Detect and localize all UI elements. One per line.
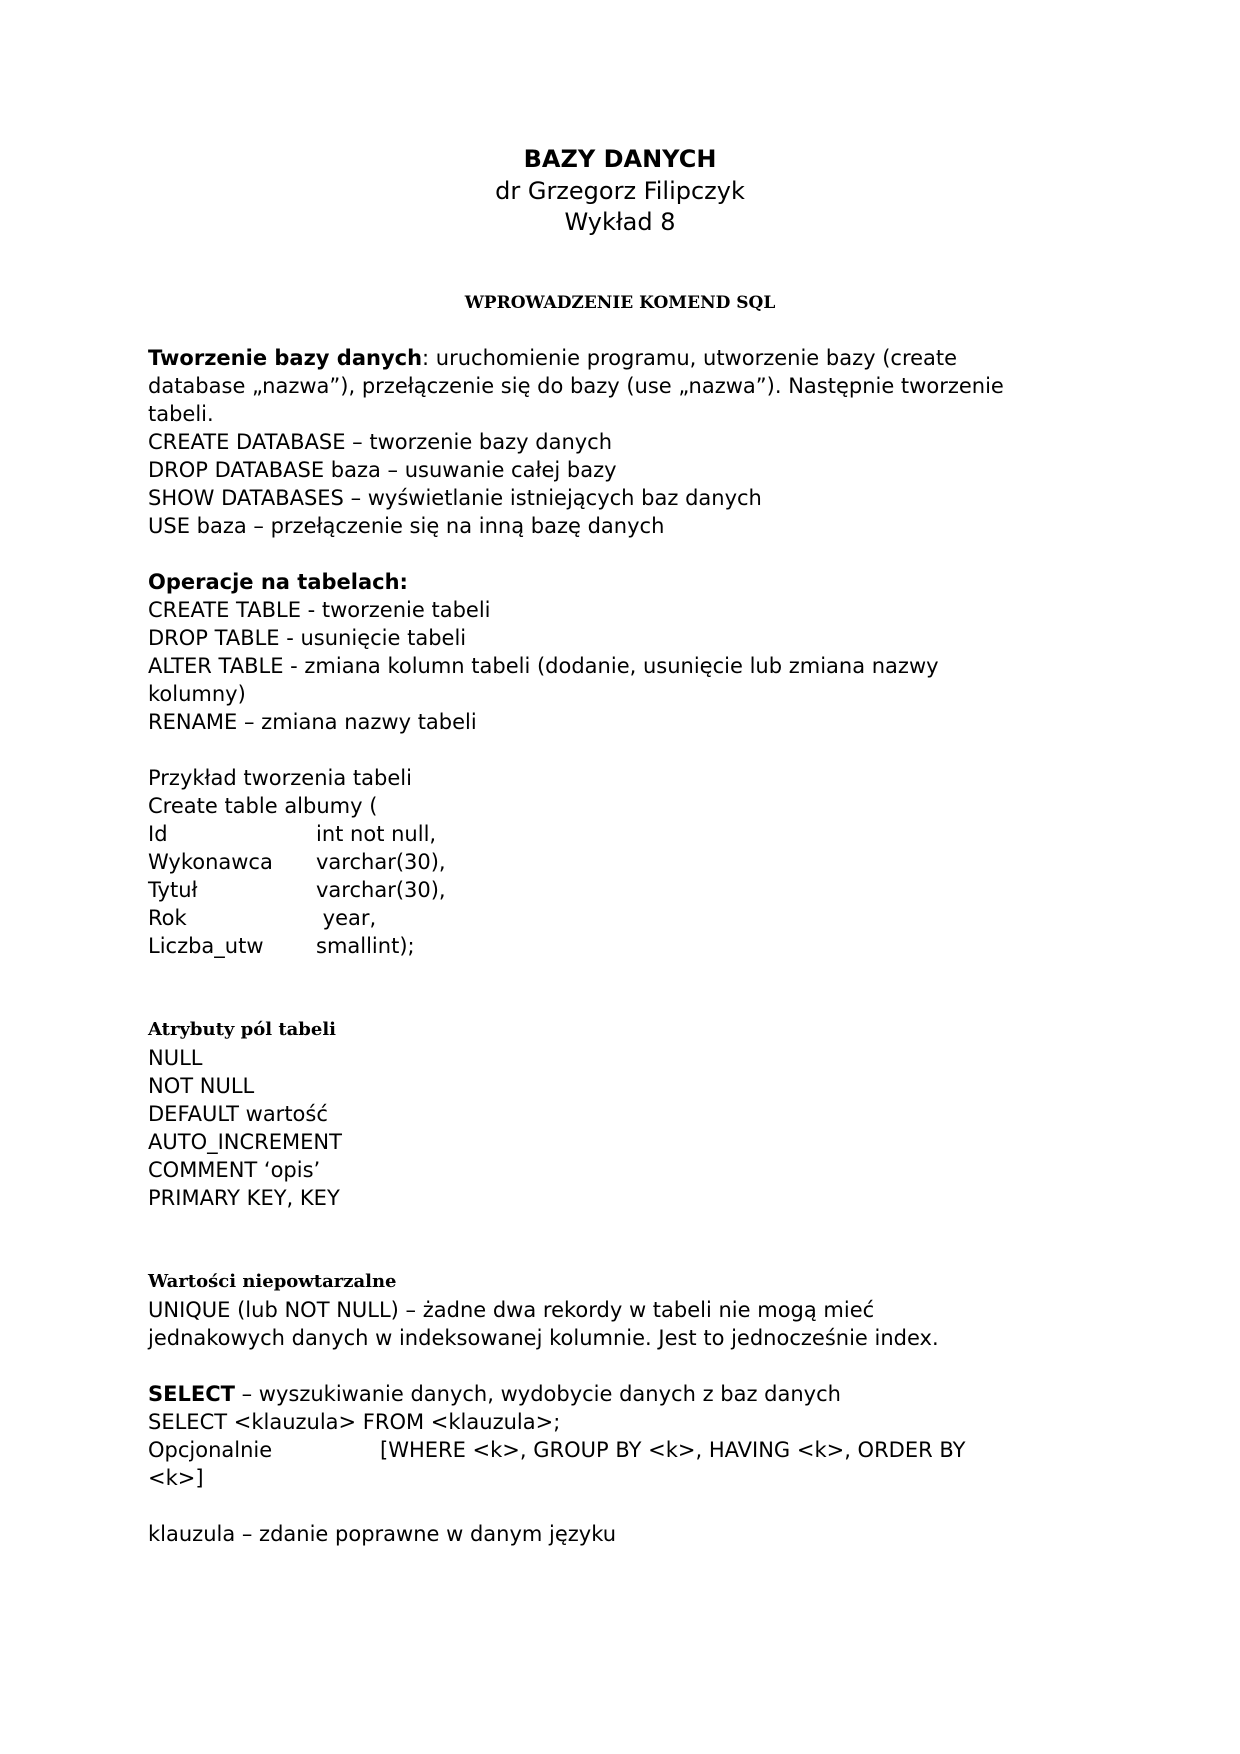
example-heading: Przykład tworzenia tabeli [148,766,412,790]
field-type: year, [316,906,377,930]
table-op-item: DROP TABLE - usunięcie tabeli [148,626,467,650]
select-syntax: SELECT <klauzula> FROM <klauzula>; [148,1410,561,1434]
clause-definition: klauzula – zdanie poprawne w danym języku [148,1522,617,1546]
select-heading-line [148,1380,1108,1408]
optional-label: Opcjonalnie [148,1438,273,1462]
select-optional-line-2: <k>] [148,1466,204,1490]
db-creation-text-1: : uruchomienie programu, utworzenie bazy (create [422,346,958,370]
field-type: int not null, [316,822,437,846]
attribute-item: AUTO_INCREMENT [148,1130,342,1154]
unique-heading: Wartości niepowtarzalne [148,1271,397,1292]
attribute-item: NULL [148,1046,203,1070]
attributes-heading: Atrybuty pól tabeli [148,1019,337,1040]
select-optional-line [148,1436,1108,1464]
lecture-number: Wykład 8 [564,208,676,236]
example-field-row [148,932,1108,960]
section-heading: WPROWADZENIE KOMEND SQL [464,293,776,313]
db-command: USE baza – przełączenie się na inną bazę danych [148,514,665,538]
optional-clauses: [WHERE <k>, GROUP BY <k>, HAVING <k>, ORDER BY [380,1438,966,1462]
db-creation-label: Tworzenie bazy danych [148,346,423,370]
attribute-item: PRIMARY KEY, KEY [148,1186,340,1210]
example-field-row [148,820,1108,848]
table-op-item: kolumny) [148,682,246,706]
select-description: – wyszukiwanie danych, wydobycie danych z baz danych [234,1382,841,1406]
unique-text-line-1: UNIQUE (lub NOT NULL) – żadne dwa rekordy w tabeli nie mogą mieć [148,1298,875,1322]
db-command: SHOW DATABASES – wyświetlanie istniejących baz danych [148,486,762,510]
document-title: BAZY DANYCH [523,145,717,173]
select-label: SELECT [148,1382,235,1406]
db-creation-line-2: database „nazwa”), przełączenie się do bazy (use „nazwa”). Następnie tworzenie [148,374,1004,398]
table-op-item: CREATE TABLE - tworzenie tabeli [148,598,491,622]
document-body [148,344,1108,1548]
table-op-item: ALTER TABLE - zmiana kolumn tabeli (dodanie, usunięcie lub zmiana nazwy [148,654,939,678]
field-type: varchar(30), [316,878,446,902]
db-creation-line-1 [148,344,1108,372]
table-op-item: RENAME – zmiana nazwy tabeli [148,710,477,734]
example-field-row [148,904,1108,932]
field-name: Liczba_utw [148,934,264,958]
db-command: DROP DATABASE baza – usuwanie całej bazy [148,458,617,482]
unique-text-line-2: jednakowych danych w indeksowanej kolumnie. Jest to jednocześnie index. [148,1326,939,1350]
table-ops-heading: Operacje na tabelach: [148,570,408,594]
field-name: Tytuł [148,878,198,902]
attribute-item: NOT NULL [148,1074,255,1098]
field-type: smallint); [316,934,415,958]
db-command: CREATE DATABASE – tworzenie bazy danych [148,430,613,454]
example-field-row [148,876,1108,904]
attribute-item: COMMENT ‘opis’ [148,1158,321,1182]
db-creation-line-3: tabeli. [148,402,214,426]
attribute-item: DEFAULT wartość [148,1102,328,1126]
field-name: Id [148,822,168,846]
field-type: varchar(30), [316,850,446,874]
field-name: Rok [148,906,187,930]
author-name: dr Grzegorz Filipczyk [495,177,745,205]
field-name: Wykonawca [148,850,273,874]
example-create-line: Create table albumy ( [148,794,378,818]
example-field-row [148,848,1108,876]
